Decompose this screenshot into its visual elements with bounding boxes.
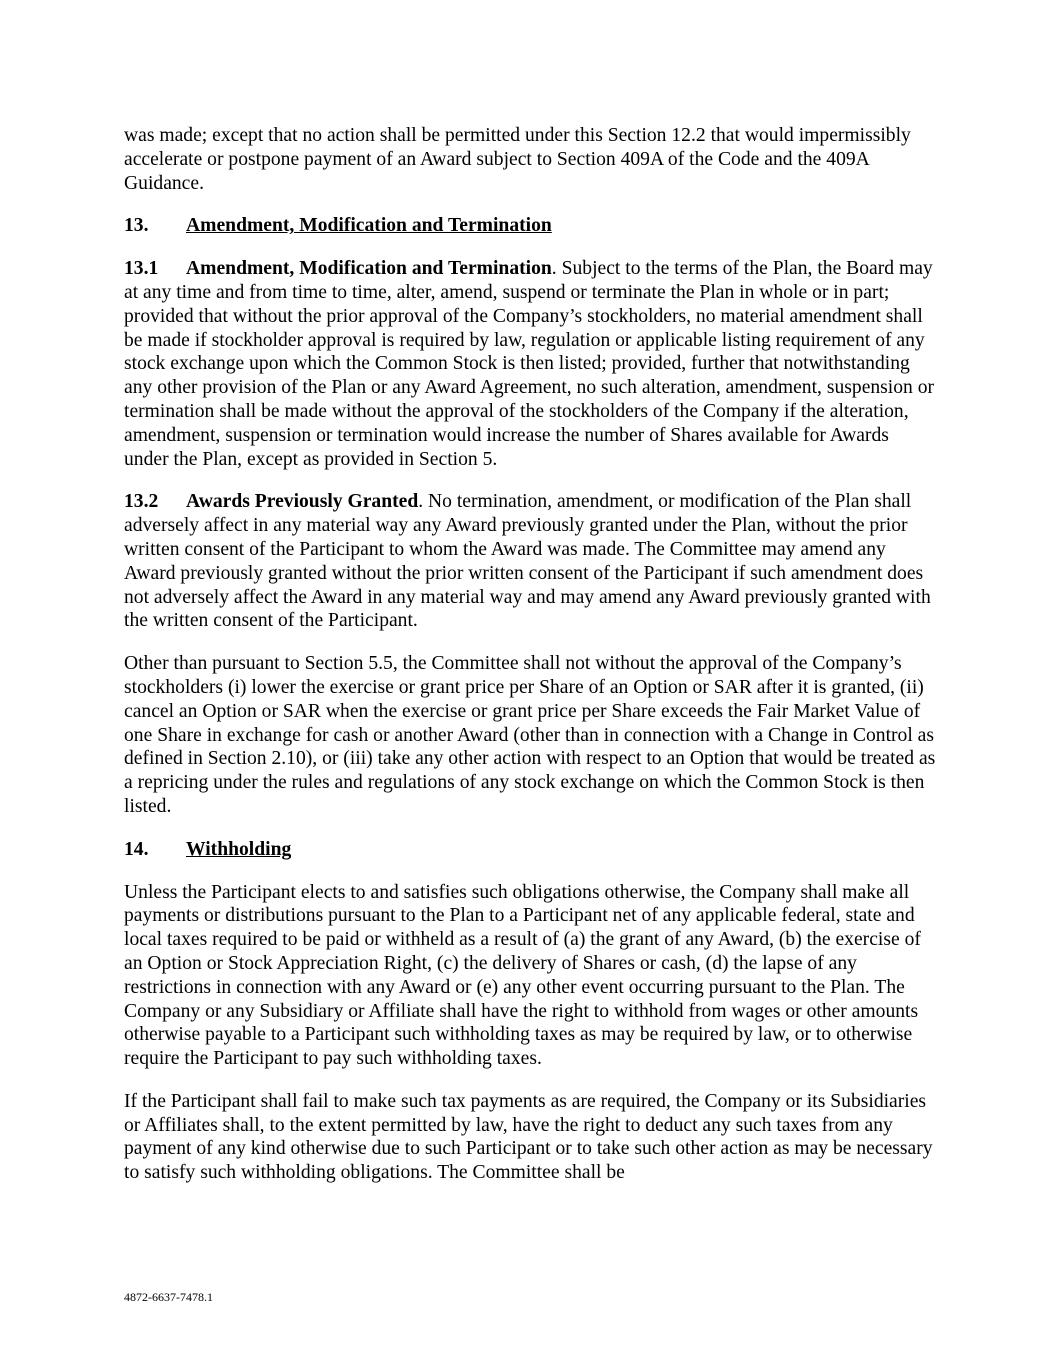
- section-13-2-number: 13.2: [124, 491, 159, 513]
- section-13-1-number: 13.1: [124, 258, 159, 280]
- withholding-paragraph-2: If the Participant shall fail to make such tax payments as are required, the Company or its Subsidiaries or Affiliates shall, to the extent permitted by law, have the right to deduct any such taxes from any payment of any kind otherwise due to such Participant or to take such other action as may be necessary to satisfy such withholding obligations. The Committee shall be: [124, 1090, 933, 1184]
- section-14-number: 14.: [124, 838, 149, 860]
- document-body: [124, 124, 936, 1204]
- section-13-2-title: Awards Previously Granted: [186, 491, 419, 513]
- section-13-heading: [124, 214, 936, 238]
- section-13-2-paragraph: [124, 490, 936, 633]
- section-13-2-body: . No termination, amendment, or modification of the Plan shall adversely affect in any material way any Award previously granted under the Plan, without the prior written consent of the Participant to whom the Award was made. The Committee may amend any Award previously granted without the prior written consent of the Participant if such amendment does not adversely affect the Award in any material way and may amend any Award previously granted with the written consent of the Participant.: [124, 491, 931, 632]
- section-13-1-body: . Subject to the terms of the Plan, the Board may at any time and from time to time, alter, amend, suspend or terminate the Plan in whole or in part; provided that without the prior approval of the Company’s stockholders, no material amendment shall be made if stockholder approval is required by law, regulation or applicable listing requirement of any stock exchange upon which the Common Stock is then listed; provided, further that notwithstanding any other provision of the Plan or any Award Agreement, no such alteration, amendment, suspension or termination shall be made without the approval of the stockholders of the Company if the alteration, amendment, suspension or termination would increase the number of Shares available for Awards under the Plan, except as provided in Section 5.: [124, 258, 935, 470]
- section-14-title: Withholding: [186, 838, 292, 860]
- repricing-paragraph: Other than pursuant to Section 5.5, the Committee shall not without the approval of the Company’s stockholders (i) lower the exercise or grant price per Share of an Option or SAR after it is granted, (ii) cancel an Option or SAR when the exercise or grant price per Share exceeds the Fair Market Value of one Share in exchange for cash or another Award (other than in connection with a Change in Control as defined in Section 2.10), or (iii) take any other action with respect to an Option that would be treated as a repricing under the rules and regulations of any stock exchange on which the Common Stock is then listed.: [124, 653, 936, 817]
- section-14-heading: [124, 838, 936, 862]
- withholding-paragraph-1: Unless the Participant elects to and satisfies such obligations otherwise, the Company shall make all payments or distributions pursuant to the Plan to a Participant net of any applicable federal, state and local taxes required to be paid or withheld as a result of (a) the grant of any Award, (b) the exercise of an Option or Stock Appreciation Right, (c) the delivery of Shares or cash, (d) the lapse of any restrictions in connection with any Award or (e) any other event occurring pursuant to the Plan. The Company or any Subsidiary or Affiliate shall have the right to withhold from wages or other amounts otherwise payable to a Participant such withholding taxes as may be required by law, or to otherwise require the Participant to pay such withholding taxes.: [124, 881, 921, 1070]
- footer-doc-id: 4872-6637-7478.1: [124, 1290, 213, 1304]
- section-13-title: Amendment, Modification and Termination: [186, 215, 552, 237]
- section-13-1-paragraph: [124, 257, 936, 471]
- section-13-number: 13.: [124, 215, 149, 237]
- intro-paragraph: was made; except that no action shall be permitted under this Section 12.2 that would impermissibly accelerate or postpone payment of an Award subject to Section 409A of the Code and the 409A Guidance.: [124, 125, 911, 194]
- section-13-1-title: Amendment, Modification and Termination: [186, 258, 552, 280]
